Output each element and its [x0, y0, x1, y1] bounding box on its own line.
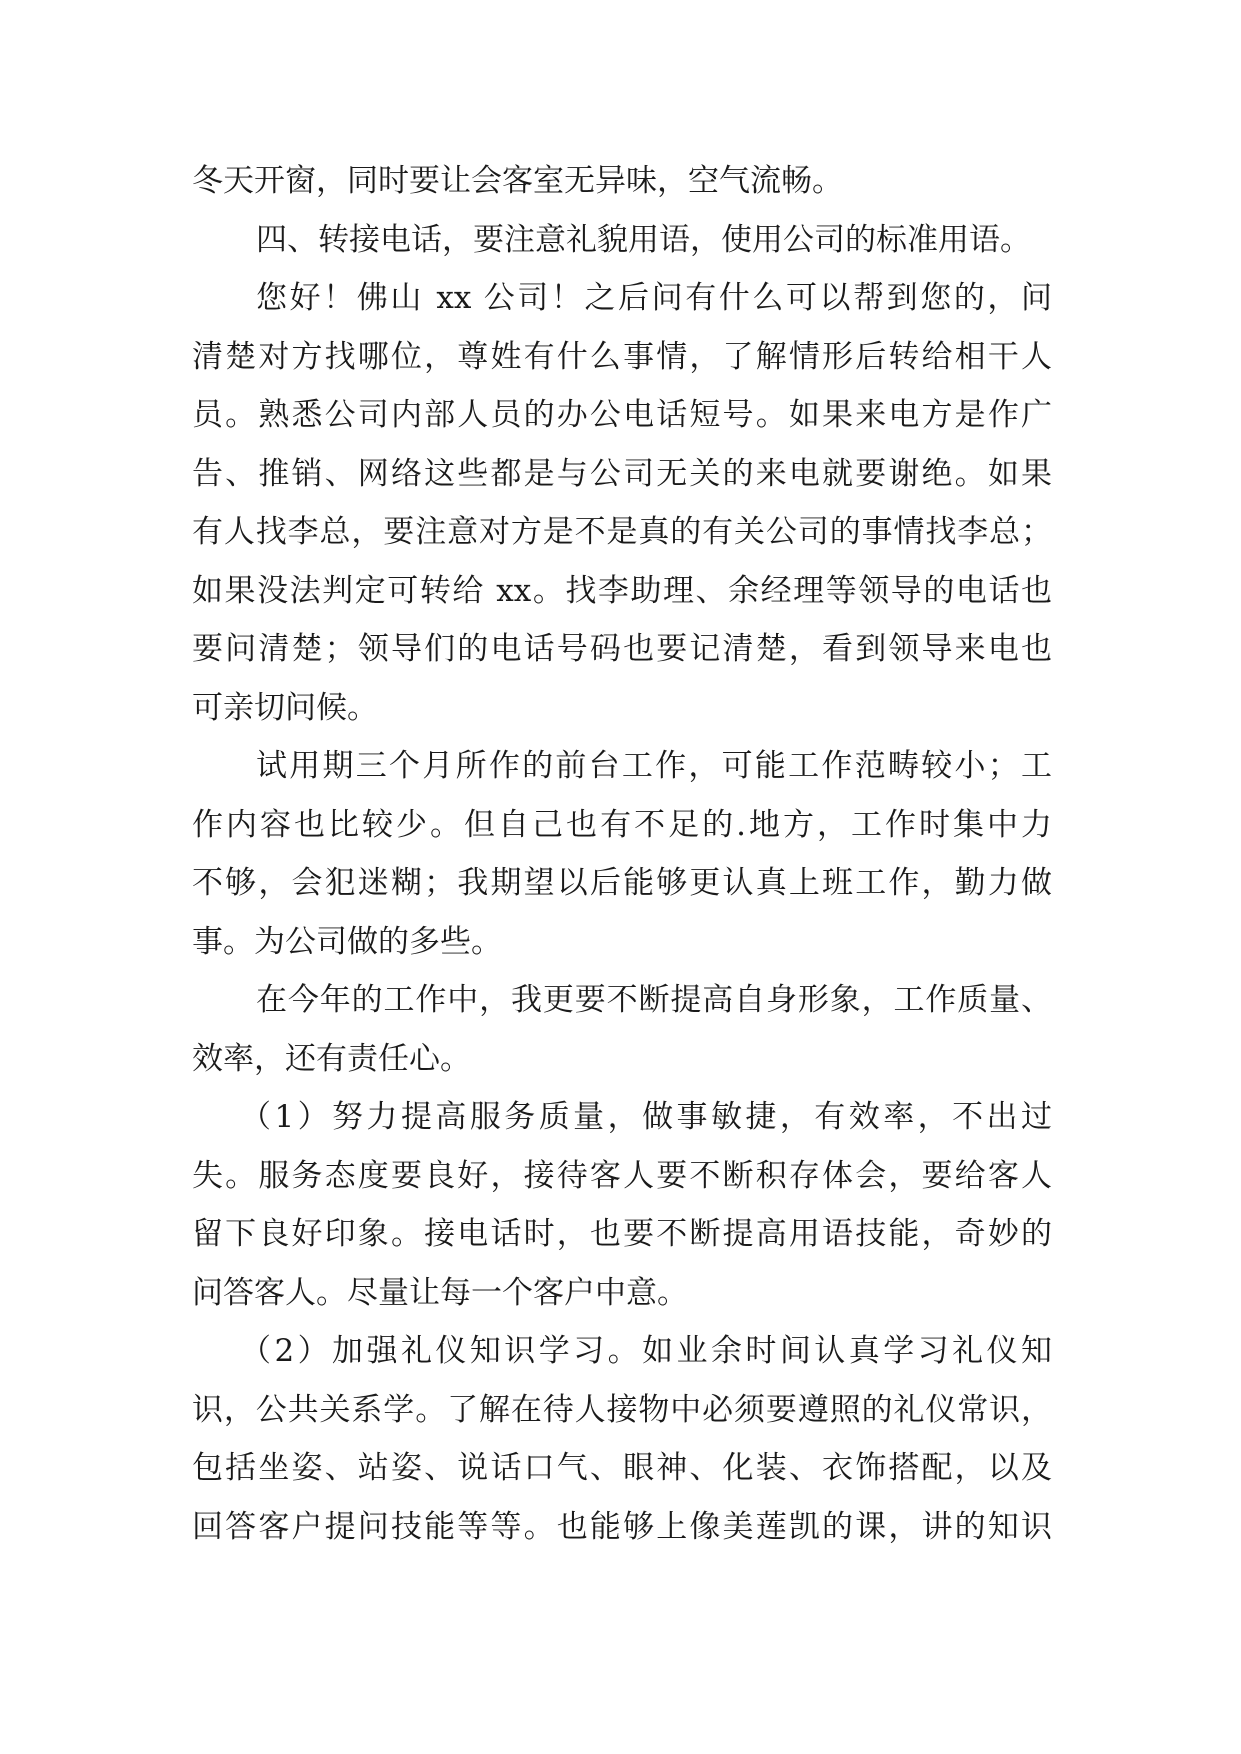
text-line: （1）努力提高服务质量，做事敏捷，有效率，不出过 — [240, 1099, 1052, 1135]
text-line: 留下良好印象。接电话时，也要不断提高用语技能，奇妙的 — [192, 1216, 1052, 1252]
text-line: 四、转接电话，要注意礼貌用语，使用公司的标准用语。 — [256, 221, 1031, 258]
document-body — [192, 152, 1052, 1556]
text-line: 试用期三个月所作的前台工作，可能工作范畴较小；工 — [256, 748, 1052, 784]
text-line: 不够，会犯迷糊；我期望以后能够更认真上班工作，勤力做 — [192, 865, 1052, 901]
text-line: 冬天开窗，同时要让会客室无异味，空气流畅。 — [192, 163, 843, 199]
text-line: 识，公共关系学。了解在待人接物中必须要遵照的礼仪常识， — [192, 1391, 1052, 1428]
paragraph-item-2 — [192, 1322, 1052, 1556]
text-line: 回答客户提问技能等等。也能够上像美莲凯的课，讲的知识 — [192, 1508, 1052, 1545]
text-line: 失。服务态度要良好，接待客人要不断积存体会，要给客人 — [192, 1157, 1052, 1194]
text-line: 清楚对方找哪位，尊姓有什么事情，了解情形后转给相干人 — [192, 338, 1052, 375]
text-line: 在今年的工作中，我更要不断提高自身形象，工作质量、 — [256, 982, 1052, 1018]
text-line: 告、推销、网络这些都是与公司无关的来电就要谢绝。如果 — [192, 455, 1052, 492]
paragraph-window — [192, 152, 1052, 211]
text-line: 要问清楚；领导们的电话号码也要记清楚，看到领导来电也 — [192, 631, 1052, 667]
text-line: 包括坐姿、站姿、说话口气、眼神、化装、衣饰搭配，以及 — [192, 1450, 1052, 1486]
text-line: 事。为公司做的多些。 — [192, 923, 502, 960]
text-line: 您好！佛山 xx 公司！之后问有什么可以帮到您的，问 — [256, 280, 1052, 316]
text-line: 作内容也比较少。但自己也有不足的.地方，工作时集中力 — [192, 806, 1052, 843]
text-line: （2）加强礼仪知识学习。如业余时间认真学习礼仪知 — [240, 1333, 1052, 1369]
paragraph-probation — [192, 737, 1052, 971]
paragraph-item-1 — [192, 1088, 1052, 1322]
text-line: 有人找李总，要注意对方是不是真的有关公司的事情找李总； — [192, 514, 1052, 550]
text-line: 员。熟悉公司内部人员的办公电话短号。如果来电方是作广 — [192, 397, 1052, 433]
paragraph-phone-detail — [192, 269, 1052, 737]
paragraph-phone-heading — [192, 211, 1052, 270]
text-line: 效率，还有责任心。 — [192, 1040, 471, 1077]
text-line: 如果没法判定可转给 xx。找李助理、余经理等领导的电话也 — [192, 572, 1052, 609]
text-line: 问答客人。尽量让每一个客户中意。 — [192, 1274, 688, 1311]
paragraph-this-year — [192, 971, 1052, 1088]
text-line: 可亲切问候。 — [192, 689, 378, 726]
